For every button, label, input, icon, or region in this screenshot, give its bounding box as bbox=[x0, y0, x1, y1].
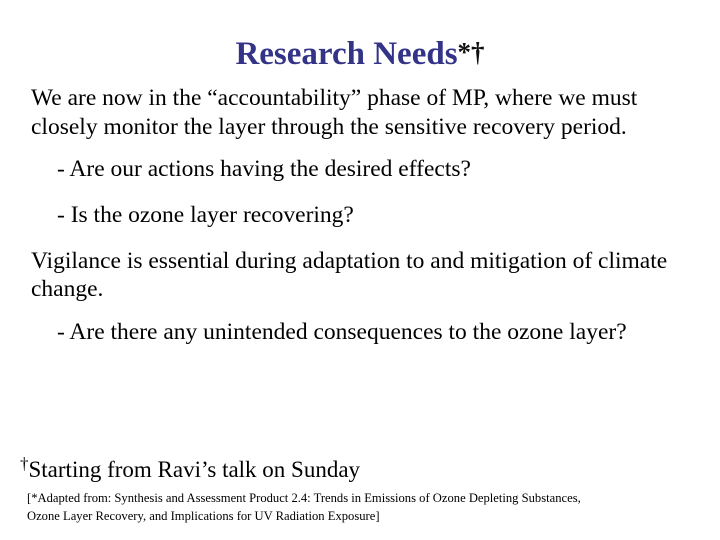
question-item-3: - Are there any unintended consequences to the ozone layer? bbox=[57, 318, 627, 345]
dagger-marker-icon: † bbox=[20, 454, 29, 473]
footnote-dagger-note bbox=[20, 454, 360, 484]
page-title-text: Research Needs bbox=[235, 36, 458, 73]
footnote-source-line-1: [*Adapted from: Synthesis and Assessment Product 2.4: Trends in Emissions of Ozone Depleting Substances, bbox=[27, 491, 581, 505]
footnote-source-line-2: Ozone Layer Recovery, and Implications for UV Radiation Exposure] bbox=[27, 509, 380, 524]
slide-body bbox=[31, 84, 691, 347]
question-item-2: - Is the ozone layer recovering? bbox=[57, 201, 354, 228]
vigilance-paragraph: Vigilance is essential during adaptation to and mitigation of climate change. bbox=[31, 247, 668, 303]
page-title bbox=[0, 36, 720, 74]
footnote-dagger-text: Starting from Ravi’s talk on Sunday bbox=[28, 457, 361, 482]
footnote-source-note bbox=[27, 489, 707, 526]
intro-paragraph: We are now in the “accountability” phase of MP, where we must closely monitor the layer through the sensitive recovery period. bbox=[31, 85, 638, 140]
question-item-1: - Are our actions having the desired effects? bbox=[57, 156, 471, 183]
title-footnote-markers: *† bbox=[457, 37, 485, 68]
